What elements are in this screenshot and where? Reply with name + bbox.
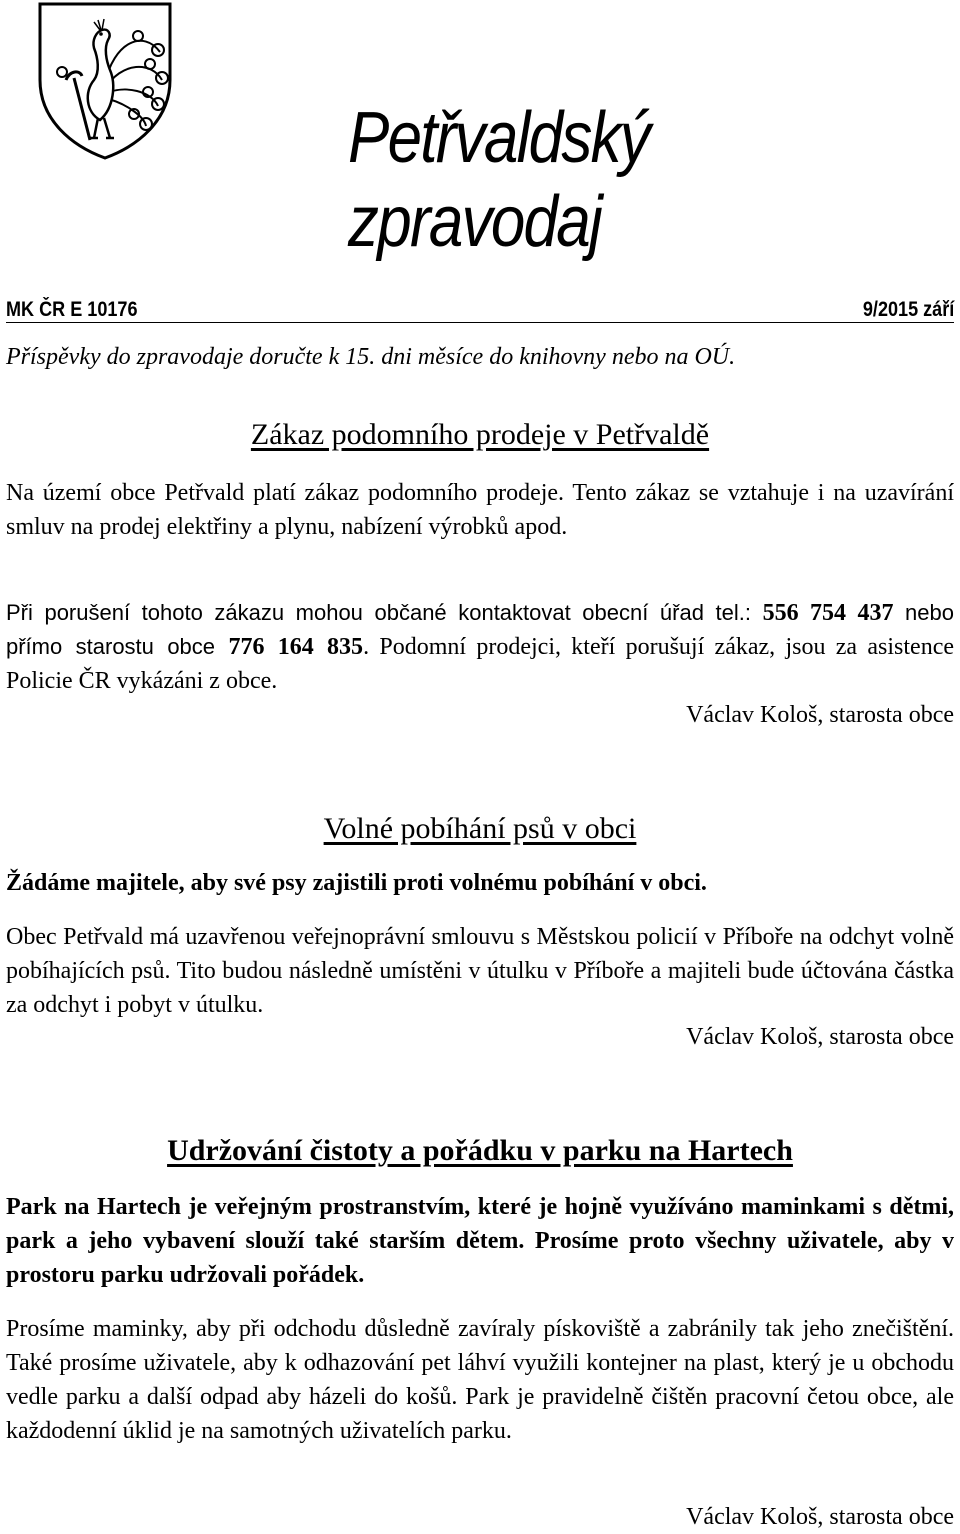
paragraph-text: nebo přímo starostu obce bbox=[6, 600, 954, 659]
article-paragraph: Obec Petřvald má uzavřenou veřejnoprávní smlouvu s Městskou policií v Příboře na odchyt volně pobíhajících psů. Tito budou následně umístěni v útulku v Příboře a majiteli bude účtována částka za odchyt i pobyt v útulku. bbox=[6, 924, 954, 1018]
paragraph-text: . Podomní prodejci, kteří porušují zákaz, jsou za asistence Policie ČR vykázáni z obce. bbox=[6, 634, 954, 694]
issue-number: 9/2015 září bbox=[862, 298, 954, 321]
signature: Václav Kološ, starosta obce bbox=[686, 702, 954, 728]
article-heading-dogs: Volné pobíhání psů v obci bbox=[323, 812, 637, 845]
coat-of-arms-emblem bbox=[34, 0, 176, 160]
signature: Václav Kološ, starosta obce bbox=[686, 1024, 954, 1050]
submission-note: Příspěvky do zpravodaje doručte k 15. dni měsíce do knihovny nebo na OÚ. bbox=[6, 344, 736, 370]
registration-number: MK ČR E 10176 bbox=[6, 298, 138, 321]
article-lead: Park na Hartech je veřejným prostranstvím, které je hojně využíváno maminkami s dětmi, park a jeho vybavení slouží také starším dětem. Prosíme proto všechny uživatele, aby v prostoru parku udržovali pořádek. bbox=[6, 1194, 954, 1288]
article-heading-park: Udržování čistoty a pořádku v parku na Hartech bbox=[167, 1134, 793, 1167]
article-paragraph: Prosíme maminky, aby při odchodu důsledně zavíraly pískoviště a zabránily tak jeho znečištění. Také prosíme uživatele, aby k odhazování pet láhví využili kontejner na plast, který je u obchodu vedle parku a další odpad aby házeli do košů. Park je pravidelně čištěn pracovní četou obce, ale každodenní úklid je na samotných uživatelích parku. bbox=[6, 1316, 954, 1444]
signature: Václav Kološ, starosta obce bbox=[686, 1504, 954, 1530]
article-heading-door-to-door: Zákaz podomního prodeje v Petřvaldě bbox=[250, 418, 710, 451]
article-lead: Žádáme majitele, aby své psy zajistili proti volnému pobíhání v obci. bbox=[6, 870, 707, 896]
paragraph-text: Při porušení tohoto zákazu mohou občané kontaktovat obecní úřad tel.: bbox=[6, 600, 763, 625]
article-paragraph: Na území obce Petřvald platí zákaz podomního prodeje. Tento zákaz se vztahuje i na uzavírání smluv na prodej elektřiny a plynu, nabízení výrobků apod. bbox=[6, 480, 954, 540]
phone-mayor: 776 164 835 bbox=[228, 634, 364, 660]
article-contact-paragraph bbox=[6, 596, 954, 698]
phone-office: 556 754 437 bbox=[762, 600, 894, 626]
masthead-rule bbox=[6, 298, 954, 323]
newsletter-title-line2: zpravodaj bbox=[348, 182, 602, 262]
newsletter-title-line1: Petřvaldský bbox=[348, 98, 650, 178]
